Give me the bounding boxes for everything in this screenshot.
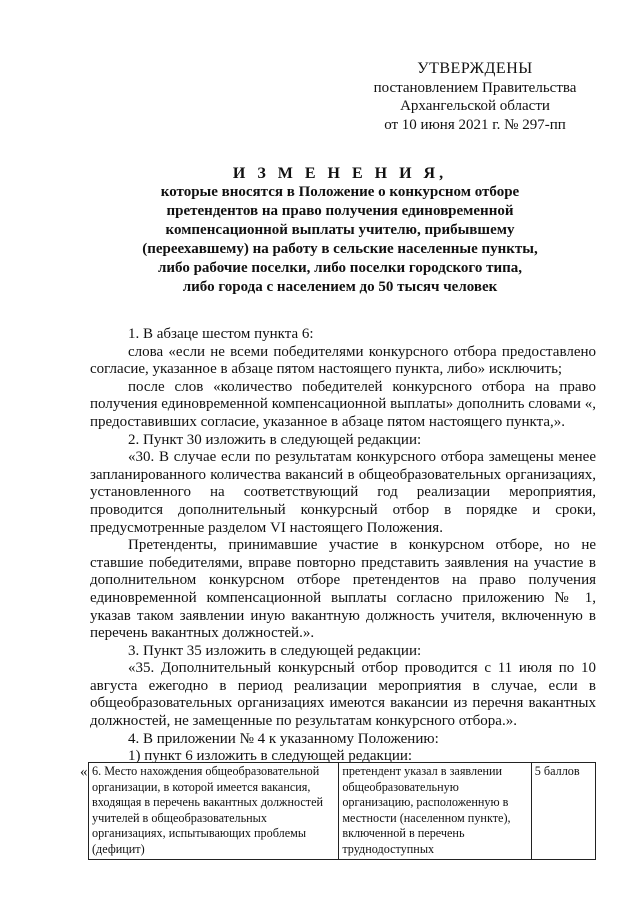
paragraph: Претенденты, принимавшие участие в конкурсном отборе, но не ставшие победителями, вправе повторно представить заявления на участие в дополнительном конкурсном отборе претендентов на право получения единовременной компенсационной выплаты согласно приложению № 1, указав таком заявлении иную вакантную должность учителя, включенную в перечень вакантных должностей.». [90,537,596,642]
paragraph: 1) пункт 6 изложить в следующей редакции: [128,748,413,765]
amendment-table [88,762,596,860]
paragraph: «30. В случае если по результатам конкурсного отбора замещены менее запланированного количества вакансий в общеобразовательных организациях, установленного на соответствующий год реализации мероприятия, проводится дополнительный конкурсный отбор в порядке и сроки, предусмотренные разделом VI настоящего Положения. [90,449,596,536]
open-quote: « [80,764,88,780]
approval-line: Архангельской области [400,98,550,114]
document-title: И З М Е Н Е Н И Я, [232,165,448,182]
heading-line: которые вносятся в Положение о конкурсном отборе [160,184,520,200]
paragraph: 3. Пункт 35 изложить в следующей редакции: [128,642,422,659]
document-body [90,326,596,766]
paragraph: слова «если не всеми победителями конкурсного отбора предоставлено согласие, указанное в абзаце пятом настоящего пункта, либо» исключить; [90,343,596,378]
paragraph: после слов «количество победителей конкурсного отбора на право получения единовременной компенсационной выплаты» дополнить словами «, предоставивших согласие, указанное в абзаце пятом настоящего пункта,». [90,378,596,430]
heading-line: либо рабочие поселки, либо поселки городского типа, [157,260,523,276]
paragraph: 2. Пункт 30 изложить в следующей редакции: [128,431,422,448]
document-heading [90,164,590,297]
approval-block [340,60,610,134]
criterion-cell: 6. Место нахождения общеобразовательной организации, в которой имеется вакансия, входящая в перечень вакантных должностей учителей в общеобразовательных организациях, испытывающих проблемы (дефицит) [89,763,339,860]
heading-line: компенсационной выплаты учителю, прибывшему [165,222,515,238]
paragraph: «35. Дополнительный конкурсный отбор проводится с 11 июля по 10 августа ежегодно в период реализации мероприятия в случае, если в общеобразовательных организациях имеются вакансии из перечня вакантных должностей, не замещенные по результатам конкурсного отбора.». [90,660,596,730]
heading-line: либо города с населением до 50 тысяч человек [182,279,498,295]
approval-title: УТВЕРЖДЕНЫ [417,60,533,77]
approval-line: постановлением Правительства [373,79,577,96]
paragraph: 4. В приложении № 4 к указанному Положению: [128,730,439,747]
amendment-table-wrap [78,762,598,905]
table-row [89,763,596,860]
heading-line: претендентов на право получения единовременной [166,203,514,219]
score-cell: 5 баллов [531,763,595,860]
approval-line: от 10 июня 2021 г. № 297-пп [384,116,566,133]
paragraph: 1. В абзаце шестом пункта 6: [128,326,314,342]
heading-line: (переехавшему) на работу в сельские населенные пункты, [142,241,538,257]
condition-cell: претендент указал в заявлении общеобразовательную организацию, расположенную в местности (населенном пункте), включенной в перечень труднодоступных [339,763,531,860]
